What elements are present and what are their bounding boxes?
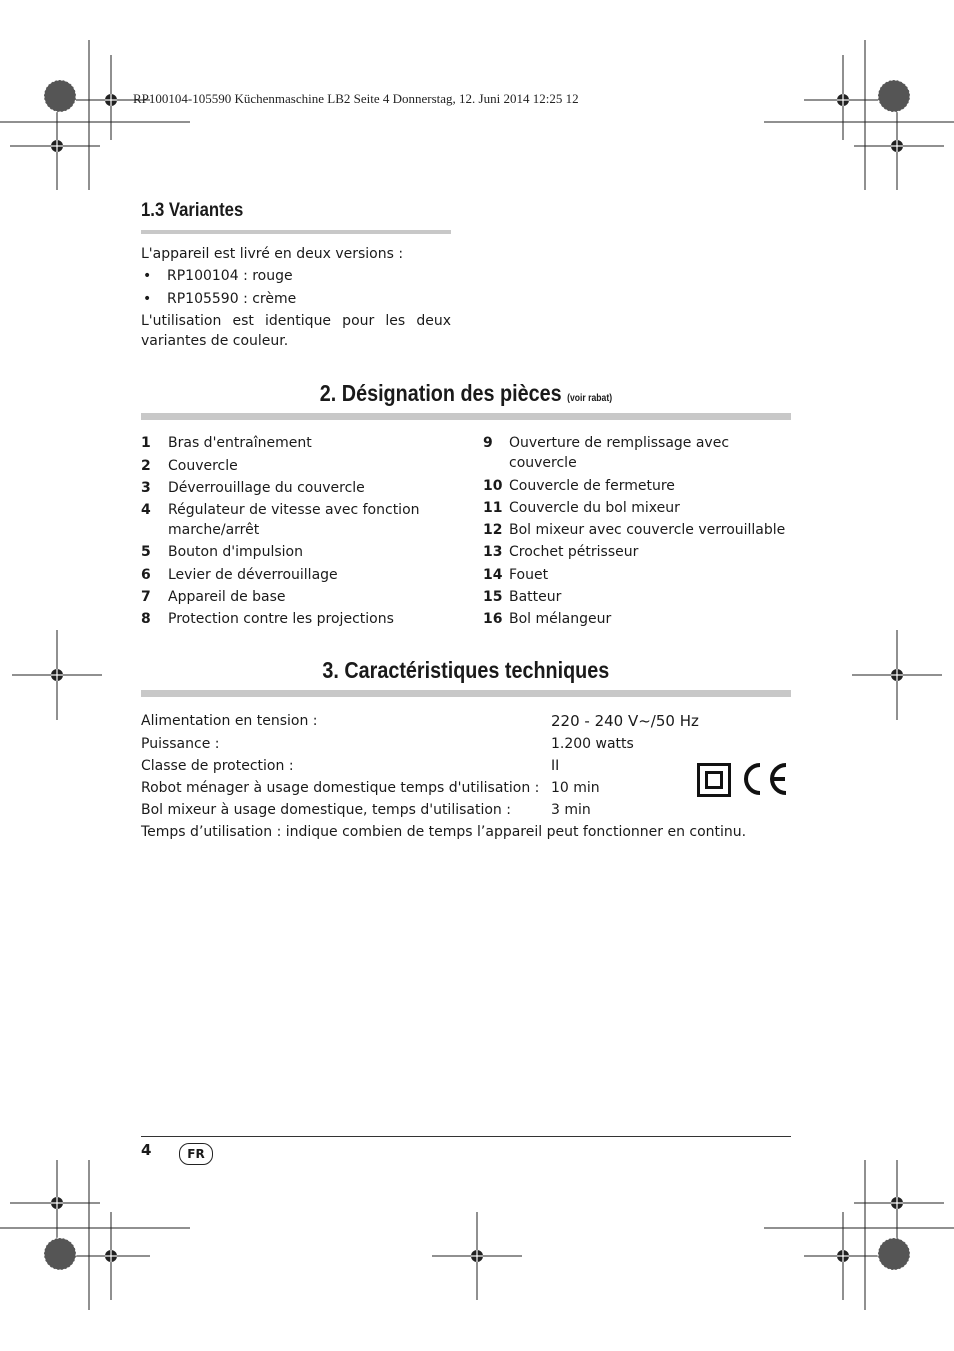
part-label: Bol mixeur avec couvercle verrouillable — [509, 522, 786, 538]
part-label: Protection contre les projections — [168, 611, 394, 627]
spec-label: Robot ménager à usage domestique temps d'utilisation : — [141, 780, 540, 796]
spec-label: Classe de protection : — [141, 758, 294, 774]
parts-list-right — [483, 433, 791, 633]
part-label: Fouet — [509, 567, 549, 583]
section-heading-parts — [320, 380, 612, 407]
part-label: Bol mélangeur — [509, 611, 612, 627]
section-heading-specs-wrap — [141, 657, 791, 684]
parts-heading-text: 2. Désignation des pièces — [319, 380, 562, 406]
section-heading-specs: 3. Caractéristiques techniques — [322, 657, 610, 683]
bullet: • — [143, 268, 152, 284]
part-number: 5 — [141, 544, 151, 560]
footer-rule — [141, 1136, 791, 1137]
spec-label: Bol mixeur à usage domestique, temps d'utilisation : — [141, 802, 511, 818]
variants-outro-line2: variantes de couleur. — [141, 333, 289, 349]
spec-value: 1.200 watts — [551, 736, 634, 752]
part-label: Déverrouillage du couvercle — [168, 480, 365, 496]
part-label-cont: marche/arrêt — [168, 522, 260, 538]
variant-label: RP100104 : rouge — [167, 268, 293, 284]
heading-rule — [141, 690, 791, 697]
spec-value: 3 min — [551, 802, 591, 818]
parts-heading-note: (voir rabat) — [567, 393, 613, 404]
part-number: 10 — [483, 478, 503, 494]
ce-mark-icon — [741, 762, 789, 796]
part-number: 12 — [483, 522, 503, 538]
bullet: • — [143, 291, 152, 307]
part-label: Appareil de base — [168, 589, 286, 605]
part-label: Couvercle du bol mixeur — [509, 500, 680, 516]
heading-rule — [141, 413, 791, 420]
part-label: Batteur — [509, 589, 562, 605]
part-number: 1 — [141, 435, 151, 451]
spec-note: Temps d’utilisation : indique combien de temps l’appareil peut fonctionner en continu. — [141, 824, 747, 840]
part-number: 7 — [141, 589, 151, 605]
part-label: Crochet pétrisseur — [509, 544, 639, 560]
part-number: 13 — [483, 544, 503, 560]
part-number: 8 — [141, 611, 151, 627]
page-number: 4 — [141, 1141, 152, 1159]
parts-list-left — [141, 433, 471, 633]
spec-label: Puissance : — [141, 736, 220, 752]
part-number: 6 — [141, 567, 151, 583]
part-number: 2 — [141, 458, 151, 474]
part-label: Levier de déverrouillage — [168, 567, 338, 583]
variants-outro-line1: L'utilisation est identique pour les deux — [141, 313, 451, 329]
part-label: Couvercle — [168, 458, 238, 474]
variant-label: RP105590 : crème — [167, 291, 297, 307]
spec-value: II — [551, 758, 560, 774]
spec-label: Alimentation en tension : — [141, 713, 318, 729]
part-label: Couvercle de fermeture — [509, 478, 675, 494]
part-number: 15 — [483, 589, 503, 605]
part-number: 9 — [483, 435, 493, 451]
part-label: Bouton d'impulsion — [168, 544, 303, 560]
print-slug: RP100104-105590 Küchenmaschine LB2 Seite 4 Donnerstag, 12. Juni 2014 12:25 12 — [133, 91, 579, 106]
part-label: Ouverture de remplissage avec — [509, 435, 730, 451]
section-heading-variants: 1.3 Variantes — [141, 200, 244, 221]
part-label: Régulateur de vitesse avec fonction — [168, 502, 420, 518]
part-number: 11 — [483, 500, 503, 516]
part-number: 4 — [141, 502, 151, 518]
part-number: 3 — [141, 480, 151, 496]
spec-value: 10 min — [551, 780, 600, 796]
part-number: 16 — [483, 611, 503, 627]
heading-rule — [141, 230, 451, 234]
part-label-cont: couvercle — [509, 455, 577, 471]
part-number: 14 — [483, 567, 503, 583]
language-badge: FR — [179, 1143, 213, 1165]
spec-value: 220 - 240 V~/50 Hz — [551, 712, 699, 730]
section-heading-parts-wrap — [141, 380, 791, 407]
part-label: Bras d'entraînement — [168, 435, 312, 451]
variants-intro: L'appareil est livré en deux versions : — [141, 246, 404, 262]
class-ii-icon — [697, 763, 731, 797]
